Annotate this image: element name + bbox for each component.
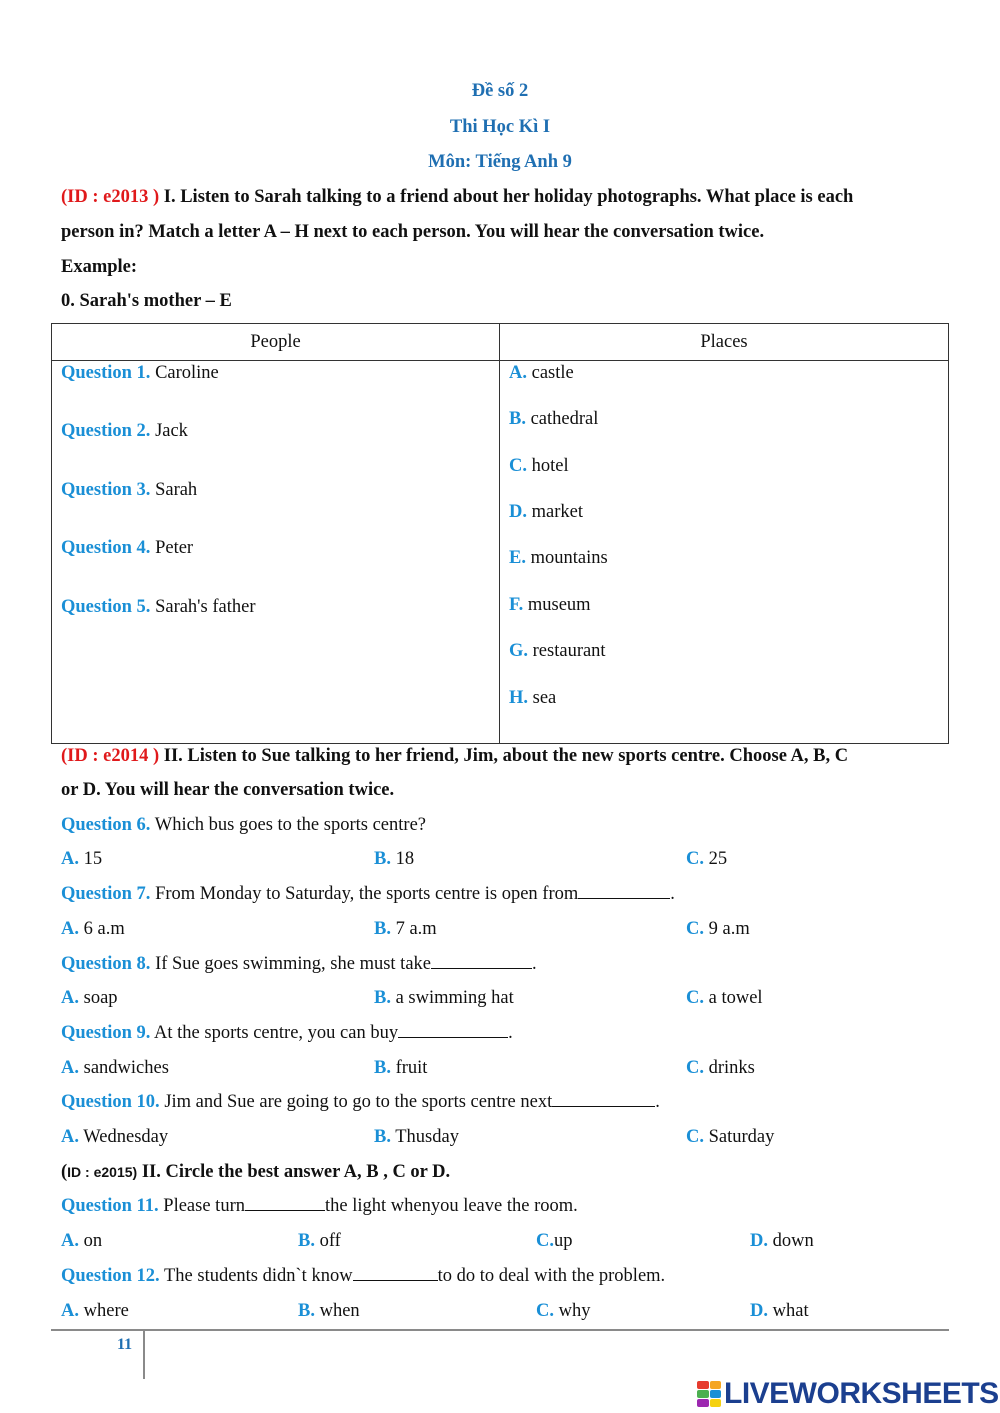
exam-number: Đề số 2 — [471, 81, 529, 101]
q7-option-b[interactable] — [374, 919, 437, 940]
question-text: If Sue goes swimming, she must take — [150, 954, 431, 974]
exam-subject: Môn: Tiếng Anh 9 — [428, 152, 572, 172]
q6-option-c[interactable] — [686, 849, 727, 870]
option-text: fruit — [390, 1058, 428, 1078]
option-letter: B. — [374, 1058, 391, 1078]
question-text: At the sports centre, you can buy — [150, 1023, 399, 1043]
question-9 — [61, 1023, 513, 1044]
option-letter: A. — [61, 1231, 79, 1251]
logo-grid-icon — [697, 1381, 721, 1407]
question-12 — [61, 1266, 665, 1287]
option-text: 25 — [704, 849, 728, 869]
section1-instruction-text1: I. Listen to Sarah talking to a friend about her holiday photographs. What place is each — [159, 187, 854, 207]
question-text: Please turn — [158, 1196, 245, 1216]
option-text: 6 a.m — [79, 919, 125, 939]
question-label: Question 7. — [61, 884, 151, 904]
place-item — [509, 688, 556, 709]
option-letter: A. — [61, 1301, 79, 1321]
option-text: sandwiches — [79, 1058, 169, 1078]
option-text: a towel — [704, 988, 763, 1008]
option-letter: D. — [750, 1301, 768, 1321]
section2-id: (ID : e2014 ) — [61, 746, 160, 766]
option-text: Thusday — [390, 1127, 459, 1147]
answer-blank[interactable] — [353, 1266, 438, 1281]
place-item — [509, 641, 606, 662]
place-letter: F. — [509, 595, 524, 615]
question-label: Question 6. — [61, 815, 151, 835]
person-name: Sarah's father — [150, 597, 256, 617]
question-label: Question 10. — [61, 1092, 160, 1112]
section3-id: ID : e2015) — [67, 1164, 138, 1180]
question-10 — [61, 1092, 660, 1113]
question-punct: . — [670, 884, 675, 904]
question-8 — [61, 954, 537, 975]
option-letter: C. — [686, 988, 704, 1008]
example-label: Example: — [61, 257, 138, 277]
places-cell — [500, 361, 949, 744]
option-letter: A. — [61, 919, 79, 939]
exam-term: Thi Học Kì I — [449, 117, 551, 137]
option-letter: B. — [374, 988, 391, 1008]
option-text: soap — [79, 988, 118, 1008]
question-text: From Monday to Saturday, the sports centre is open from — [150, 884, 579, 904]
option-text: Saturday — [704, 1127, 775, 1147]
q11-option-a[interactable] — [61, 1231, 102, 1252]
place-letter: E. — [509, 548, 526, 568]
q11-option-c[interactable] — [536, 1231, 573, 1252]
option-letter: A. — [61, 1058, 79, 1078]
option-text: a swimming hat — [390, 988, 514, 1008]
place-name: sea — [528, 688, 557, 708]
question-label: Question 12. — [61, 1266, 160, 1286]
option-text: what — [768, 1301, 809, 1321]
option-letter: B. — [298, 1301, 315, 1321]
question-label: Question 2. — [61, 421, 151, 441]
option-text: Wednesday — [79, 1127, 169, 1147]
q6-option-b[interactable] — [374, 849, 414, 870]
question-text: Which bus goes to the sports centre? — [150, 815, 426, 835]
q10-option-c[interactable] — [686, 1127, 774, 1148]
answer-blank[interactable] — [245, 1196, 325, 1211]
q9-option-c[interactable] — [686, 1058, 755, 1079]
question-text: The students didn`t know — [159, 1266, 353, 1286]
question-text: Jim and Sue are going to go to the sports centre next — [159, 1092, 553, 1112]
person-name: Caroline — [150, 363, 219, 383]
option-letter: B. — [374, 919, 391, 939]
question-text-after: to do to deal with the problem. — [437, 1266, 666, 1286]
page-number: 11 — [117, 1336, 133, 1353]
q12-option-d[interactable] — [750, 1301, 809, 1322]
option-letter: C. — [686, 1127, 704, 1147]
place-name: mountains — [525, 548, 608, 568]
question-6 — [61, 815, 426, 836]
question-punct: . — [508, 1023, 513, 1043]
question-label: Question 5. — [61, 597, 151, 617]
question-text-after: the light whenyou leave the room. — [324, 1196, 578, 1216]
question-label: Question 4. — [61, 538, 151, 558]
section1-id: (ID : e2013 ) — [61, 187, 160, 207]
option-text: 18 — [390, 849, 415, 869]
logo-text: LIVEWORKSHEETS — [724, 1377, 999, 1410]
q6-option-a[interactable] — [61, 849, 102, 870]
question-label: Question 9. — [61, 1023, 151, 1043]
option-text: on — [79, 1231, 103, 1251]
section1-instruction-line1 — [61, 187, 853, 208]
option-letter: B. — [298, 1231, 315, 1251]
option-letter: C. — [686, 1058, 704, 1078]
option-text: down — [768, 1231, 814, 1251]
section2-instruction-line2: or D. You will hear the conversation twice. — [61, 780, 395, 800]
section3-instruction-text: II. Circle the best answer A, B , C or D. — [137, 1162, 451, 1182]
section3-id-open: ( — [61, 1162, 68, 1182]
option-letter: A. — [61, 849, 79, 869]
option-text: 9 a.m — [704, 919, 750, 939]
option-text: why — [554, 1301, 591, 1321]
option-letter: B. — [374, 1127, 391, 1147]
option-text: up — [554, 1231, 573, 1251]
question-7 — [61, 884, 675, 905]
option-letter: C. — [536, 1301, 554, 1321]
question-label: Question 11. — [61, 1196, 159, 1216]
place-item — [509, 409, 598, 430]
place-item — [509, 502, 583, 523]
question-11 — [61, 1196, 578, 1217]
q12-option-b[interactable] — [298, 1301, 360, 1322]
option-letter: C. — [686, 919, 704, 939]
q11-option-b[interactable] — [298, 1231, 341, 1252]
q11-option-d[interactable] — [750, 1231, 814, 1252]
option-letter: C. — [536, 1231, 554, 1251]
place-name: castle — [527, 363, 574, 383]
option-letter: D. — [750, 1231, 768, 1251]
person-name: Peter — [150, 538, 194, 558]
section3-instruction — [61, 1162, 450, 1183]
option-letter: C. — [686, 849, 704, 869]
answer-blank[interactable] — [398, 1023, 508, 1038]
person-name: Jack — [150, 421, 188, 441]
place-name: restaurant — [528, 641, 606, 661]
liveworksheets-logo — [697, 1376, 999, 1412]
option-letter: A. — [61, 988, 79, 1008]
option-letter: A. — [61, 1127, 79, 1147]
place-name: hotel — [527, 456, 569, 476]
people-item — [61, 597, 255, 618]
footer-divider — [51, 1329, 949, 1331]
place-item — [509, 548, 608, 569]
example-line: 0. Sarah's mother – E — [61, 291, 232, 311]
option-text: when — [314, 1301, 360, 1321]
place-name: market — [527, 502, 583, 522]
option-text: 15 — [79, 849, 103, 869]
footer-vertical-bar — [143, 1331, 145, 1379]
q9-option-a[interactable] — [61, 1058, 169, 1079]
section2-instruction-text1: II. Listen to Sue talking to her friend, Jim, about the new sports centre. Choose A, B, C — [159, 746, 849, 766]
question-punct: . — [655, 1092, 660, 1112]
answer-blank[interactable] — [431, 954, 532, 969]
q9-option-b[interactable] — [374, 1058, 427, 1079]
people-item — [61, 421, 188, 442]
question-label: Question 8. — [61, 954, 151, 974]
place-item — [509, 595, 591, 616]
place-letter: D. — [509, 502, 527, 522]
answer-blank[interactable] — [578, 884, 670, 899]
q8-option-a[interactable] — [61, 988, 118, 1009]
place-name: museum — [523, 595, 591, 615]
q10-option-b[interactable] — [374, 1127, 459, 1148]
col-header-people: People — [52, 324, 500, 361]
place-letter: C. — [509, 456, 527, 476]
place-letter: G. — [509, 641, 529, 661]
section2-instruction-line1 — [61, 746, 848, 767]
people-item — [61, 538, 193, 559]
question-punct: . — [532, 954, 537, 974]
q8-option-b[interactable] — [374, 988, 514, 1009]
place-letter: B. — [509, 409, 526, 429]
place-letter: A. — [509, 363, 527, 383]
people-cell — [52, 361, 500, 744]
q12-option-c[interactable] — [536, 1301, 591, 1322]
q10-option-a[interactable] — [61, 1127, 168, 1148]
q12-option-a[interactable] — [61, 1301, 129, 1322]
matching-table — [51, 323, 949, 744]
q7-option-c[interactable] — [686, 919, 750, 940]
option-text: off — [314, 1231, 341, 1251]
question-label: Question 1. — [61, 363, 151, 383]
option-text: drinks — [704, 1058, 755, 1078]
person-name: Sarah — [150, 480, 198, 500]
section1-instruction-line2: person in? Match a letter A – H next to each person. You will hear the conversation twice. — [61, 222, 765, 242]
place-name: cathedral — [525, 409, 599, 429]
place-item — [509, 363, 574, 384]
people-item — [61, 363, 219, 384]
q7-option-a[interactable] — [61, 919, 125, 940]
people-item — [61, 480, 197, 501]
option-letter: B. — [374, 849, 391, 869]
answer-blank[interactable] — [552, 1092, 655, 1107]
option-text: 7 a.m — [390, 919, 437, 939]
place-item — [509, 456, 569, 477]
col-header-places: Places — [500, 324, 949, 361]
q8-option-c[interactable] — [686, 988, 763, 1009]
question-label: Question 3. — [61, 480, 151, 500]
place-letter: H. — [509, 688, 529, 708]
option-text: where — [79, 1301, 129, 1321]
